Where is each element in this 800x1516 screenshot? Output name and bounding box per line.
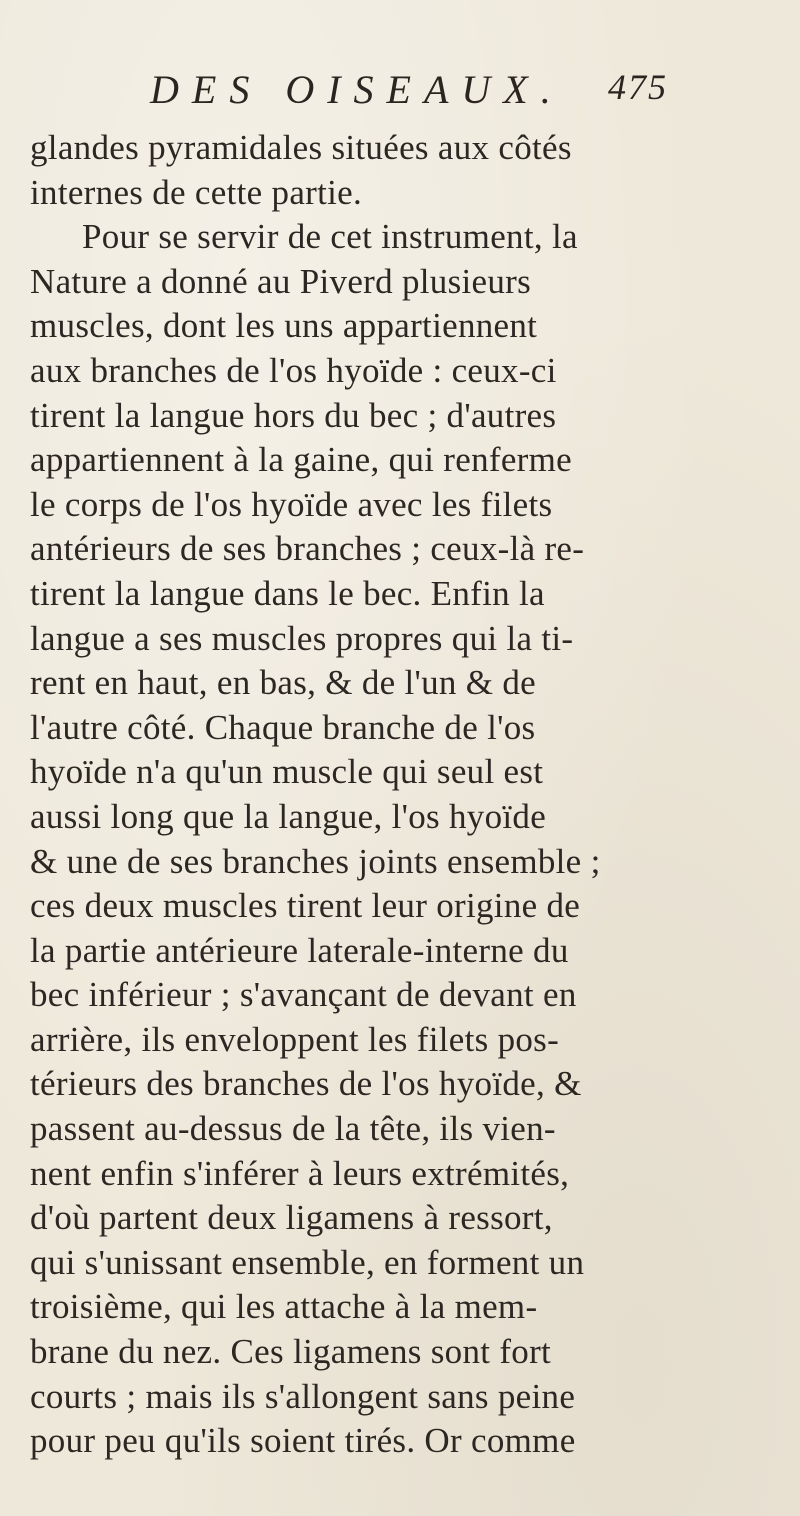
text-line: ces deux muscles tirent leur origine de (30, 886, 581, 926)
text-line: langue a ses muscles propres qui la ti- (30, 618, 574, 658)
text-line: Pour se servir de cet instrument, la (82, 217, 578, 257)
text-line: rent en haut, en bas, & de l'un & de (30, 663, 536, 703)
text-line: qui s'unissant ensemble, en forment un (30, 1242, 585, 1282)
text-line: l'autre côté. Chaque branche de l'os (30, 707, 536, 747)
text-line: nent enfin s'inférer à leurs extrémités, (30, 1153, 570, 1193)
text-line: brane du nez. Ces ligamens sont fort (30, 1332, 552, 1372)
text-line: térieurs des branches de l'os hyoïde, & (30, 1064, 582, 1104)
text-line: & une de ses branches joints ensemble ; (30, 841, 601, 881)
text-line: aux branches de l'os hyoïde : ceux-ci (30, 350, 557, 390)
text-line: muscles, dont les uns appartiennent (30, 306, 538, 346)
page-number: 475 (608, 67, 668, 107)
text-line: arrière, ils enveloppent les filets pos- (30, 1019, 560, 1059)
text-line: bec inférieur ; s'avançant de devant en (30, 975, 577, 1015)
text-line: appartiennent à la gaine, qui renferme (30, 440, 572, 480)
text-line: d'où partent deux ligamens à ressort, (30, 1198, 553, 1238)
text-line: courts ; mais ils s'allongent sans peine (30, 1376, 576, 1416)
text-line: hyoïde n'a qu'un muscle qui seul est (30, 752, 544, 792)
text-line: le corps de l'os hyoïde avec les filets (30, 484, 553, 524)
text-line: aussi long que la langue, l'os hyoïde (30, 796, 547, 836)
page-header (0, 66, 800, 126)
text-line: glandes pyramidales situées aux côtés (30, 128, 572, 167)
text-line: pour peu qu'ils soient tirés. Or comme (30, 1421, 576, 1461)
text-line: Nature a donné au Piverd plusieurs (30, 261, 532, 301)
text-line: la partie antérieure laterale-interne du (30, 930, 569, 970)
text-line: antérieurs de ses branches ; ceux-là re- (30, 529, 585, 569)
text-line: internes de cette partie. (30, 172, 363, 212)
text-line: troisième, qui les attache à la mem- (30, 1287, 538, 1327)
text-line: passent au-dessus de la tête, ils vien- (30, 1109, 556, 1149)
text-line: tirent la langue hors du bec ; d'autres (30, 395, 557, 435)
running-title: DES OISEAUX. (150, 67, 564, 112)
body-text (30, 126, 800, 1464)
text-line: tirent la langue dans le bec. Enfin la (30, 573, 545, 613)
